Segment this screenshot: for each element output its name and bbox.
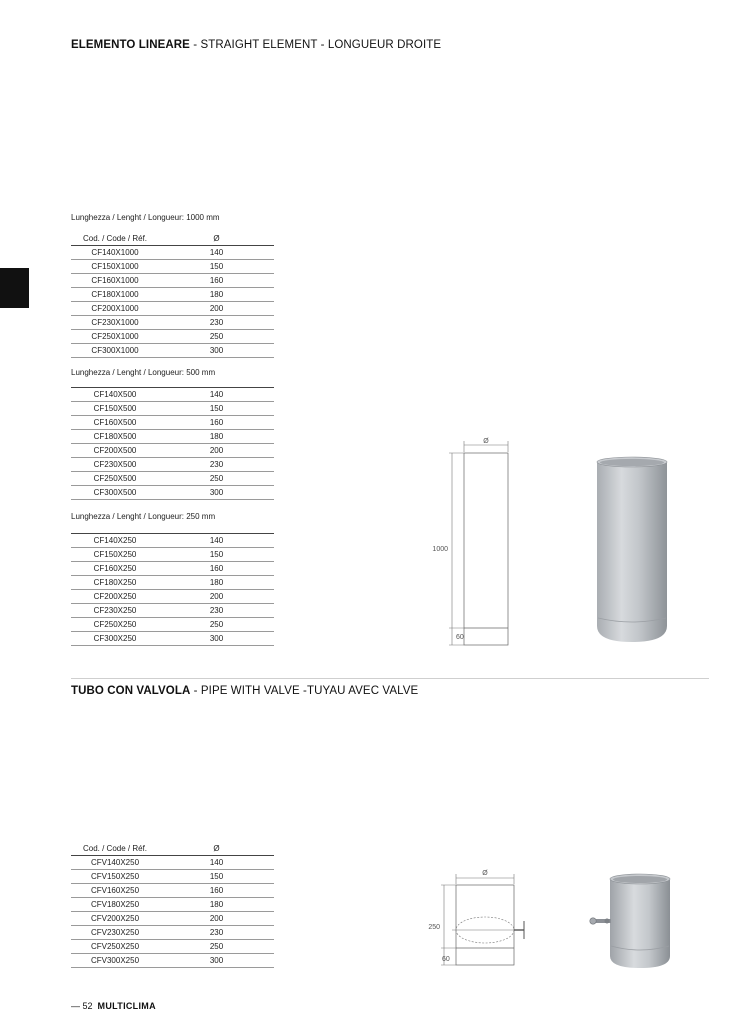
footer-dash: — <box>71 1001 83 1011</box>
table-row <box>71 416 274 430</box>
cell-code: CF140X1000 <box>71 246 159 260</box>
cell-diameter: 160 <box>159 416 274 430</box>
cell-diameter: 300 <box>159 344 274 358</box>
cell-code: CFV160X250 <box>71 884 159 898</box>
caption-length-1000: Lunghezza / Lenght / Longueur: 1000 mm <box>71 213 220 222</box>
table-row <box>71 260 274 274</box>
brand-name: MULTICLIMA <box>97 1001 156 1011</box>
table-row <box>71 274 274 288</box>
table-row <box>71 444 274 458</box>
cell-diameter: 150 <box>159 402 274 416</box>
cell-code: CF160X250 <box>71 562 159 576</box>
socket-label: 60 <box>442 956 450 963</box>
table-row <box>71 402 274 416</box>
cell-diameter: 200 <box>159 590 274 604</box>
side-tab-marker <box>0 268 29 308</box>
cell-diameter: 150 <box>159 870 274 884</box>
cell-code: CF250X1000 <box>71 330 159 344</box>
cell-diameter: 150 <box>159 260 274 274</box>
cell-diameter: 230 <box>159 926 274 940</box>
section-title-pipe-with-valve <box>71 685 418 697</box>
cell-diameter: 140 <box>159 388 274 402</box>
straight-element-technical-drawing <box>428 436 523 650</box>
cell-code: CFV300X250 <box>71 954 159 968</box>
table-header-row <box>71 232 274 246</box>
table-row <box>71 618 274 632</box>
cell-diameter: 140 <box>159 246 274 260</box>
table-row <box>71 288 274 302</box>
cell-code: CF150X1000 <box>71 260 159 274</box>
table-row <box>71 940 274 954</box>
cell-diameter: 200 <box>159 444 274 458</box>
cell-code: CF160X500 <box>71 416 159 430</box>
cell-code: CF160X1000 <box>71 274 159 288</box>
table-row <box>71 898 274 912</box>
header-diameter: Ø <box>159 232 274 246</box>
table-length-250 <box>71 533 274 646</box>
table-row <box>71 302 274 316</box>
cell-code: CF140X500 <box>71 388 159 402</box>
section-title-straight-element <box>71 39 441 51</box>
table-row <box>71 912 274 926</box>
table-row <box>71 562 274 576</box>
cell-diameter: 230 <box>159 604 274 618</box>
table-row <box>71 604 274 618</box>
valve-pipe-photo <box>585 870 680 972</box>
cell-code: CF300X250 <box>71 632 159 646</box>
table-row <box>71 926 274 940</box>
cell-code: CFV150X250 <box>71 870 159 884</box>
cell-code: CF180X500 <box>71 430 159 444</box>
cell-diameter: 200 <box>159 302 274 316</box>
valve-pipe-technical-drawing <box>424 866 534 970</box>
cell-diameter: 250 <box>159 472 274 486</box>
section-divider <box>71 678 709 679</box>
cell-diameter: 160 <box>159 562 274 576</box>
table-row <box>71 316 274 330</box>
socket-label: 60 <box>456 634 464 641</box>
cell-diameter: 300 <box>159 954 274 968</box>
cell-code: CF200X500 <box>71 444 159 458</box>
table-row <box>71 330 274 344</box>
table-row <box>71 344 274 358</box>
cell-code: CF250X250 <box>71 618 159 632</box>
cell-code: CF230X500 <box>71 458 159 472</box>
table-row <box>71 534 274 548</box>
table-row <box>71 576 274 590</box>
table-row <box>71 884 274 898</box>
cell-code: CF200X250 <box>71 590 159 604</box>
cell-code: CF150X250 <box>71 548 159 562</box>
cell-diameter: 180 <box>159 898 274 912</box>
cell-diameter: 180 <box>159 576 274 590</box>
straight-pipe-photo <box>592 452 674 648</box>
table-row <box>71 246 274 260</box>
table-row <box>71 632 274 646</box>
header-code: Cod. / Code / Réf. <box>71 842 159 856</box>
table-row <box>71 388 274 402</box>
cell-diameter: 150 <box>159 548 274 562</box>
cell-diameter: 180 <box>159 430 274 444</box>
cell-diameter: 140 <box>159 534 274 548</box>
table-row <box>71 856 274 870</box>
table-row <box>71 472 274 486</box>
cell-diameter: 140 <box>159 856 274 870</box>
section-title-bold: TUBO CON VALVOLA <box>71 685 191 697</box>
page-footer <box>71 1001 156 1011</box>
table-pipe-with-valve <box>71 842 274 968</box>
cell-diameter: 300 <box>159 632 274 646</box>
length-label: 1000 <box>432 546 448 553</box>
table-row <box>71 486 274 500</box>
cell-code: CF180X1000 <box>71 288 159 302</box>
cell-code: CFV250X250 <box>71 940 159 954</box>
cell-code: CFV230X250 <box>71 926 159 940</box>
cell-diameter: 200 <box>159 912 274 926</box>
cell-code: CF300X1000 <box>71 344 159 358</box>
table-header-row <box>71 842 274 856</box>
table-row <box>71 590 274 604</box>
cell-diameter: 250 <box>159 618 274 632</box>
cell-code: CF230X250 <box>71 604 159 618</box>
caption-length-500: Lunghezza / Lenght / Longueur: 500 mm <box>71 368 216 377</box>
cell-code: CF250X500 <box>71 472 159 486</box>
cell-diameter: 300 <box>159 486 274 500</box>
table-row <box>71 870 274 884</box>
header-code: Cod. / Code / Réf. <box>71 232 159 246</box>
cell-code: CF200X1000 <box>71 302 159 316</box>
cell-code: CF230X1000 <box>71 316 159 330</box>
cell-code: CFV180X250 <box>71 898 159 912</box>
cell-code: CF140X250 <box>71 534 159 548</box>
table-length-1000 <box>71 232 274 358</box>
table-row <box>71 458 274 472</box>
length-label: 250 <box>428 924 440 931</box>
cell-diameter: 160 <box>159 274 274 288</box>
header-diameter: Ø <box>159 842 274 856</box>
cell-code: CF300X500 <box>71 486 159 500</box>
cell-code: CFV140X250 <box>71 856 159 870</box>
section-title-bold: ELEMENTO LINEARE <box>71 39 190 51</box>
cell-diameter: 160 <box>159 884 274 898</box>
cell-diameter: 180 <box>159 288 274 302</box>
page-number: 52 <box>82 1001 93 1011</box>
cell-diameter: 250 <box>159 330 274 344</box>
cell-code: CF150X500 <box>71 402 159 416</box>
cell-diameter: 250 <box>159 940 274 954</box>
cell-diameter: 230 <box>159 316 274 330</box>
section-title-rest: - PIPE WITH VALVE -TUYAU AVEC VALVE <box>190 685 419 697</box>
section-title-rest: - STRAIGHT ELEMENT - LONGUEUR DROITE <box>189 39 442 51</box>
table-row <box>71 548 274 562</box>
cell-code: CFV200X250 <box>71 912 159 926</box>
caption-length-250: Lunghezza / Lenght / Longueur: 250 mm <box>71 512 216 521</box>
cell-diameter: 230 <box>159 458 274 472</box>
table-length-500 <box>71 387 274 500</box>
table-row <box>71 430 274 444</box>
diameter-label: Ø <box>483 438 489 445</box>
table-row <box>71 954 274 968</box>
diameter-label: Ø <box>482 870 488 877</box>
cell-code: CF180X250 <box>71 576 159 590</box>
